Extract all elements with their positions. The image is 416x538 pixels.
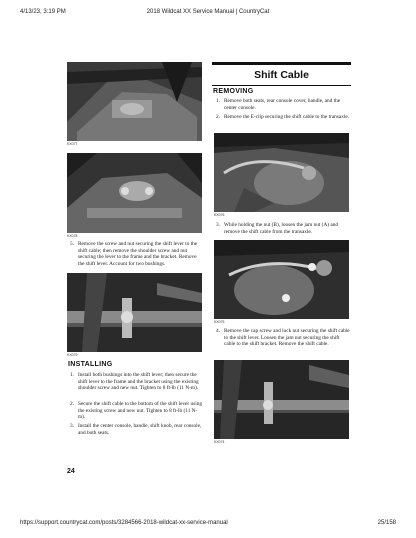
print-datetime: 4/13/23, 3:19 PM <box>20 9 66 15</box>
installing-step-3 <box>70 423 202 436</box>
figure-photo-1 <box>67 62 202 141</box>
step-number: 4. <box>216 328 220 334</box>
figure-photo-2 <box>67 153 202 233</box>
figure-id-2: KX078 <box>67 234 78 238</box>
figure-id-1: KX077 <box>67 142 78 146</box>
removing-heading: REMOVING <box>213 88 254 95</box>
step-number: 1. <box>216 98 220 104</box>
figure-photo-5 <box>214 240 349 319</box>
figure-id-6: KX074 <box>214 440 225 444</box>
step-text: Install both bushings into the shift lever; then secure the shift lever to the frame and the bracket using the existing shoulder screw and new nut. Tighten to 8 ft-lb (11 N-m). <box>78 372 199 392</box>
step-text: Remove the screw and nut securing the shift lever to the shift cable; then remove the shoulder screw and nut securing the lever to the frame and the bracket. Remove the shift lever. Account for two bushings. <box>78 241 198 267</box>
step-number: 5. <box>70 241 74 247</box>
step-number: 1. <box>70 372 74 378</box>
step-number: 2. <box>216 114 220 120</box>
removing-step-3 <box>216 222 351 235</box>
step-number: 2. <box>70 401 74 407</box>
step-number: 3. <box>216 222 220 228</box>
step-text: While holding the nut (B), loosen the jam nut (A) and remove the shift cable from the transaxle. <box>224 222 339 235</box>
page-number: 24 <box>67 468 75 475</box>
step-text: Install the center console, handle, shift knob, rear console, and both seats. <box>78 423 202 436</box>
step-text: Remove the cap screw and lock nut securing the shift cable to the shift lever. Loosen the jam nut securing the shift cable to the shift bracket. Remove the shift cable. <box>224 328 350 348</box>
print-url: https://support.countrycat.com/posts/3284566-2018-wildcat-xx-service-manual <box>20 520 228 526</box>
step-text: Remove the E-clip securing the shift cable to the transaxle. <box>224 114 350 120</box>
figure-photo-3 <box>67 273 202 352</box>
figure-id-3: KX079 <box>67 353 78 357</box>
print-page-title: 2018 Wildcat XX Service Manual | CountryCat <box>146 9 270 15</box>
figure-id-5: KX075 <box>214 320 225 324</box>
installing-step-2 <box>70 401 202 421</box>
print-page-counter: 25/158 <box>377 520 396 526</box>
step-text: Remove both seats, rear console cover, handle, and the center console. <box>224 98 341 111</box>
installing-heading: INSTALLING <box>68 361 113 368</box>
removing-step-2 <box>216 114 351 121</box>
figure-id-4: KX076 <box>214 213 225 217</box>
figure-photo-6 <box>214 360 349 439</box>
installing-step-1 <box>70 372 202 392</box>
section-title-box <box>212 62 351 86</box>
removing-step-4 <box>216 328 351 348</box>
section-title: Shift Cable <box>254 69 309 81</box>
removing-step-5 <box>70 241 202 267</box>
step-text: Secure the shift cable to the bottom of the shift lever using the existing screw and new nut. Tighten to 8 ft-lb (11 N-m). <box>78 401 203 421</box>
figure-photo-4 <box>214 133 349 212</box>
removing-step-1 <box>216 98 351 111</box>
step-number: 3. <box>70 423 74 429</box>
